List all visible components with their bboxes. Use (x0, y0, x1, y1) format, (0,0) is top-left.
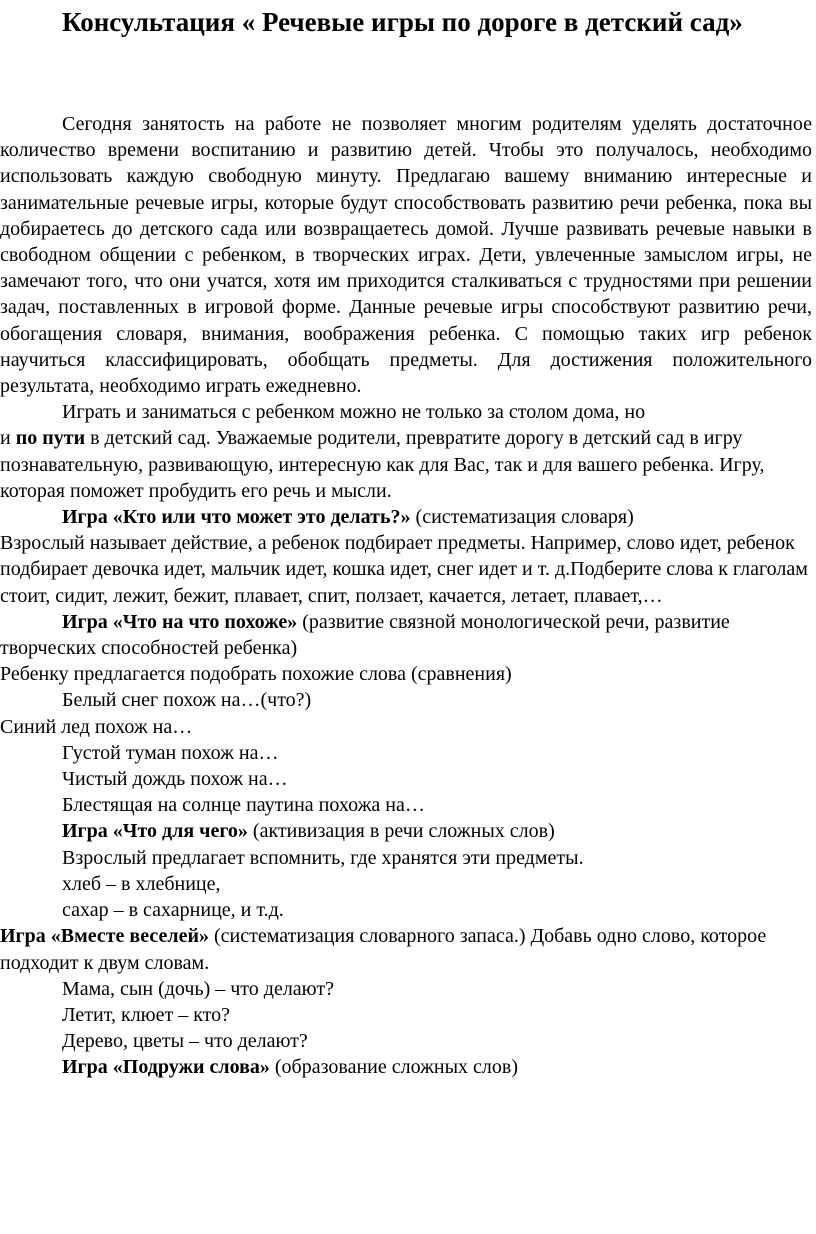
game4-subtitle: (систематизация словарного запаса.) Добавь одно слово, которое подходит к двум словам. (0, 925, 767, 974)
game2-subtitle: (развитие связной монологической речи, развитие творческих способностей ребенка) (0, 610, 730, 660)
game4-item: Дерево, цветы – что делают? (62, 1030, 308, 1053)
game1-heading (0, 504, 812, 530)
game3-text: Взрослый предлагает вспомнить, где хранятся эти предметы. (62, 846, 584, 869)
document-body (0, 111, 812, 1081)
intro-paragraph: Сегодня занятость на работе не позволяет многим родителям уделять достаточное количество времени воспитанию и развитию детей. Чтобы это получалось, необходимо использовать каждую свободную минуту. Предлагаю вашему вниманию интересные и занимательные речевые игры, которые будут способствовать развитию речи ребенка, пока вы добираетесь до детского сада или возвращаетесь домой. Лучше развивать речевые навыки в свободном общении с ребенком, в творческих играх. Дети, увлеченные замыслом игры, не замечают того, что они учатся, хотя им приходится сталкиваться с трудностями при решении задач, поставленных в игровой форме. Данные речевые игры способствуют развитию речи, обогащения словаря, внимания, воображения ребенка. С помощью таких игр ребенок научиться классифицировать, обобщать предметы. Для достижения положительного результата, необходимо играть ежедневно. (0, 113, 812, 398)
game2-item: Блестящая на солнце паутина похожа на… (62, 794, 425, 817)
game5-subtitle: (образование сложных слов) (269, 1056, 519, 1079)
game3-item: хлеб – в хлебнице, (62, 872, 221, 895)
road-paragraph-line1: Играть и заниматься с ребенком можно не только за столом дома, но (62, 401, 646, 424)
game4-item: Летит, клюет – кто? (62, 1003, 231, 1026)
game2-text: Ребенку предлагается подобрать похожие слова (сравнения) (0, 663, 512, 686)
game4-item: Мама, сын (дочь) – что делают? (62, 977, 334, 1000)
game2-item: Густой туман похож на… (62, 741, 279, 764)
game1-title: Игра «Кто или что может это делать?» (62, 506, 411, 529)
game3-item: сахар – в сахарнице, и т.д. (62, 899, 284, 922)
road-post: в детский сад. Уважаемые родители, превратите дорогу в детский сад в игру познавательную, развивающую, интересную как для Вас, так и для вашего ребенка. Игру, которая поможет пробудить его речь и мысли. (0, 427, 765, 502)
game1-text: Взрослый называет действие, а ребенок подбирает предметы. Например, слово идет, ребенок подбирает девочка идет, мальчик идет, кошка идет, снег идет и т. д.Подберите слова к глаголам стоит, сидит, лежит, бежит, плавает, спит, ползает, качается, летает, плавает,… (0, 532, 808, 607)
game3-title: Игра «Что для чего» (62, 820, 248, 843)
game3-subtitle: (активизация в речи сложных слов) (247, 820, 555, 843)
game4-title: Игра «Вместе веселей» (0, 925, 209, 948)
document-title (0, 2, 812, 42)
game1-subtitle: (систематизация словаря) (410, 506, 634, 529)
road-paragraph (0, 425, 812, 504)
game4-heading (0, 923, 812, 975)
game2-item: Чистый дождь похож на… (62, 768, 288, 791)
road-bold: по пути (15, 427, 86, 450)
game2-title: Игра «Что на что похоже» (62, 610, 298, 633)
game2-item: Белый снег похож на…(что?) (62, 689, 312, 712)
game3-heading (0, 818, 812, 844)
game2-item: Синий лед похож на… (0, 715, 193, 738)
game5-heading (0, 1054, 812, 1080)
road-pre: и (0, 427, 16, 450)
title-text: Консультация « Речевые игры по дороге в детский сад» (62, 7, 743, 37)
title-indent (0, 7, 62, 37)
game5-title: Игра «Подружи слова» (62, 1056, 270, 1079)
game2-heading (0, 609, 812, 661)
